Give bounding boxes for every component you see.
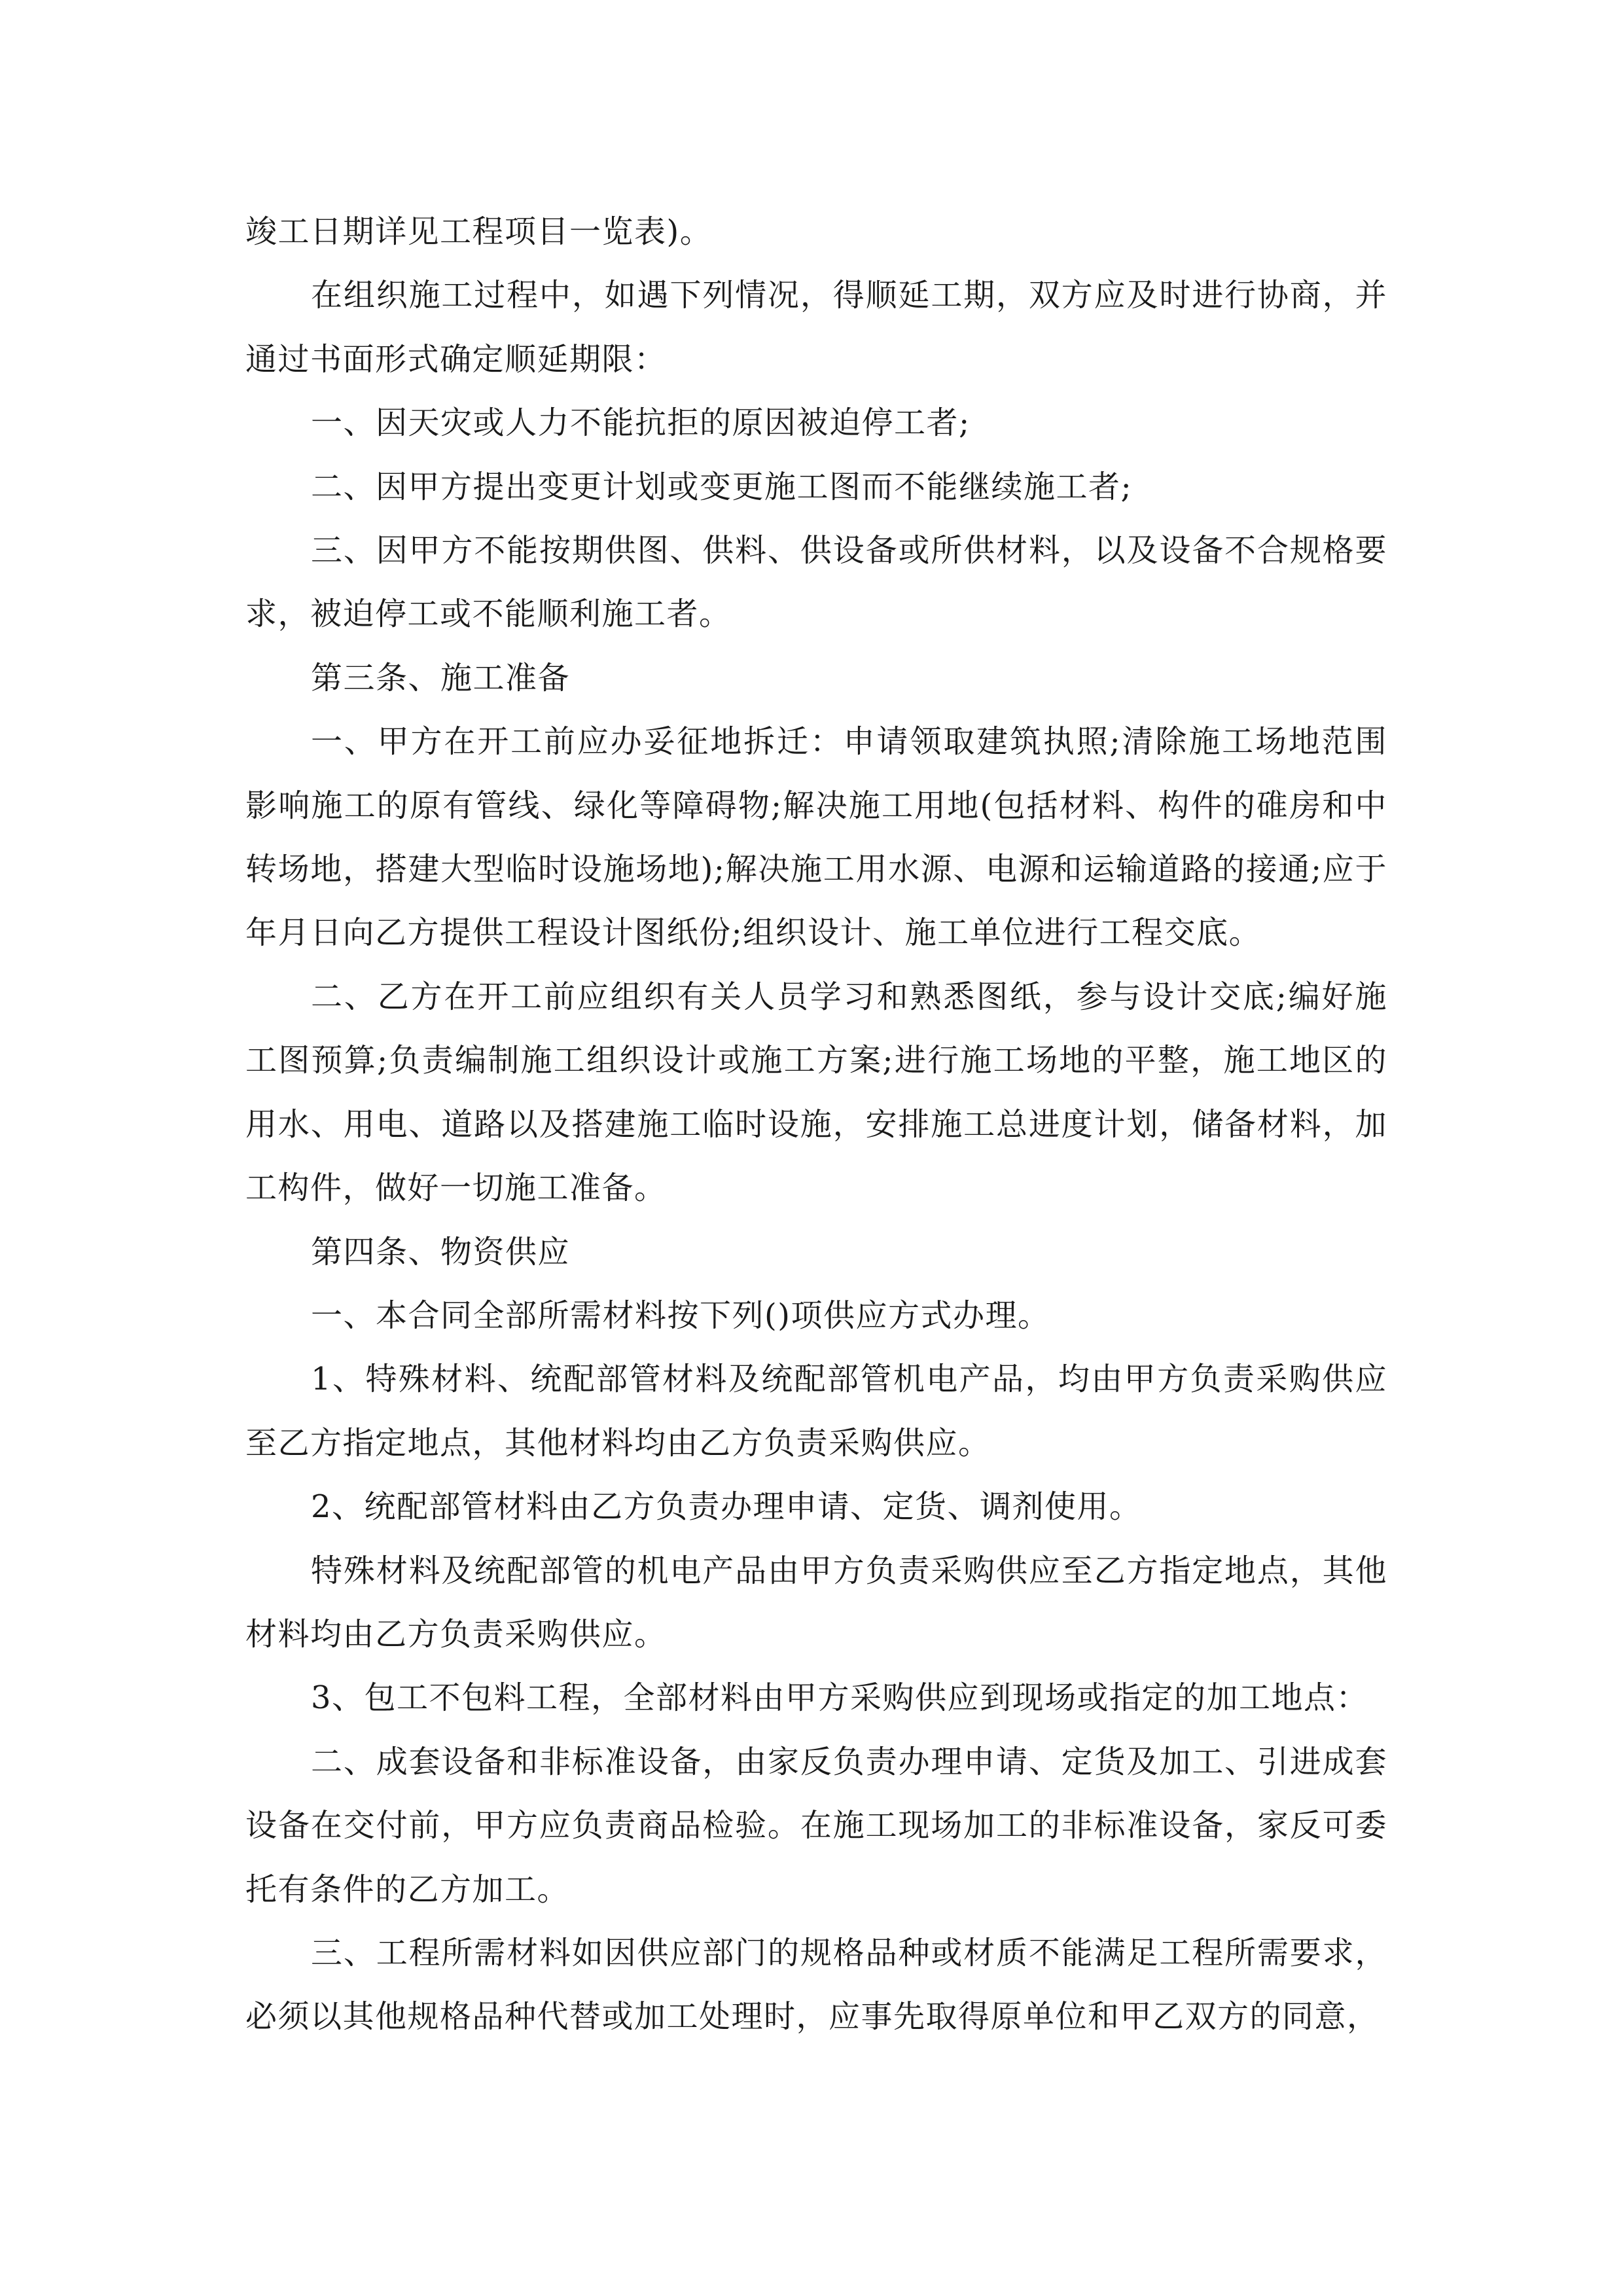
paragraph-material-substitution: 三、工程所需材料如因供应部门的规格品种或材质不能满足工程所需要求，必须以其他规格品种代替或加工处理时，应事先取得原单位和甲乙双方的同意， [245,1934,1387,2036]
paragraph-supply-delay: 三、因甲方不能按期供图、供料、供设备或所供材料，以及设备不合规格要求，被迫停工或不能顺利施工者。 [245,532,1387,633]
paragraph-supply-option-1: 1、特殊材料、统配部管材料及统配部管机电产品，均由甲方负责采购供应至乙方指定地点，其他材料均由乙方负责采购供应。 [245,1361,1387,1462]
paragraph-completion-date: 竣工日期详见工程项目一览表)。 [245,213,713,250]
paragraph-party-a-preparation: 一、甲方在开工前应办妥征地拆迁：申请领取建筑执照;清除施工场地范围影响施工的原有管线、绿化等障碍物;解决施工用地(包括材料、构件的碓房和中转场地，搭建大型临时设施场地);解决施工用水源、电源和运输道路的接通;应于年月日向乙方提供工程设计图纸份;组织设计、施工单位进行工程交底。 [245,723,1387,952]
paragraph-design-change: 二、因甲方提出变更计划或变更施工图而不能继续施工者; [311,468,1133,505]
section-heading-article-4: 第四条、物资供应 [311,1233,571,1270]
contract-text-body [245,200,1387,2049]
paragraph-supply-option-3: 3、包工不包料工程，全部材料由甲方采购供应到现场或指定的加工地点： [311,1679,1369,1717]
paragraph-supply-method: 一、本合同全部所需材料按下列()项供应方式办理。 [311,1297,1050,1334]
paragraph-party-b-preparation: 二、乙方在开工前应组织有关人员学习和熟悉图纸，参与设计交底;编好施工图预算;负责编制施工组织设计或施工方案;进行施工场地的平整，施工地区的用水、用电、道路以及搭建施工临时设施，安排施工总进度计划，储备材料，加工构件，做好一切施工准备。 [245,978,1387,1207]
paragraph-supply-option-2-detail: 特殊材料及统配部管的机电产品由甲方负责采购供应至乙方指定地点，其他材料均由乙方负责采购供应。 [245,1552,1387,1653]
section-heading-article-3: 第三条、施工准备 [311,659,571,696]
paragraph-equipment: 二、成套设备和非标准设备，由家反负责办理申请、定货及加工、引进成套设备在交付前，甲方应负责商品检验。在施工现场加工的非标准设备，家反可委托有条件的乙方加工。 [245,1743,1387,1908]
paragraph-force-majeure: 一、因天灾或人力不能抗拒的原因被迫停工者; [311,404,971,442]
paragraph-supply-option-2: 2、统配部管材料由乙方负责办理申请、定货、调剂使用。 [311,1488,1142,1526]
paragraph-extension-conditions: 在组织施工过程中，如遇下列情况，得顺延工期，双方应及时进行协商，并通过书面形式确定顺延期限： [245,277,1387,378]
